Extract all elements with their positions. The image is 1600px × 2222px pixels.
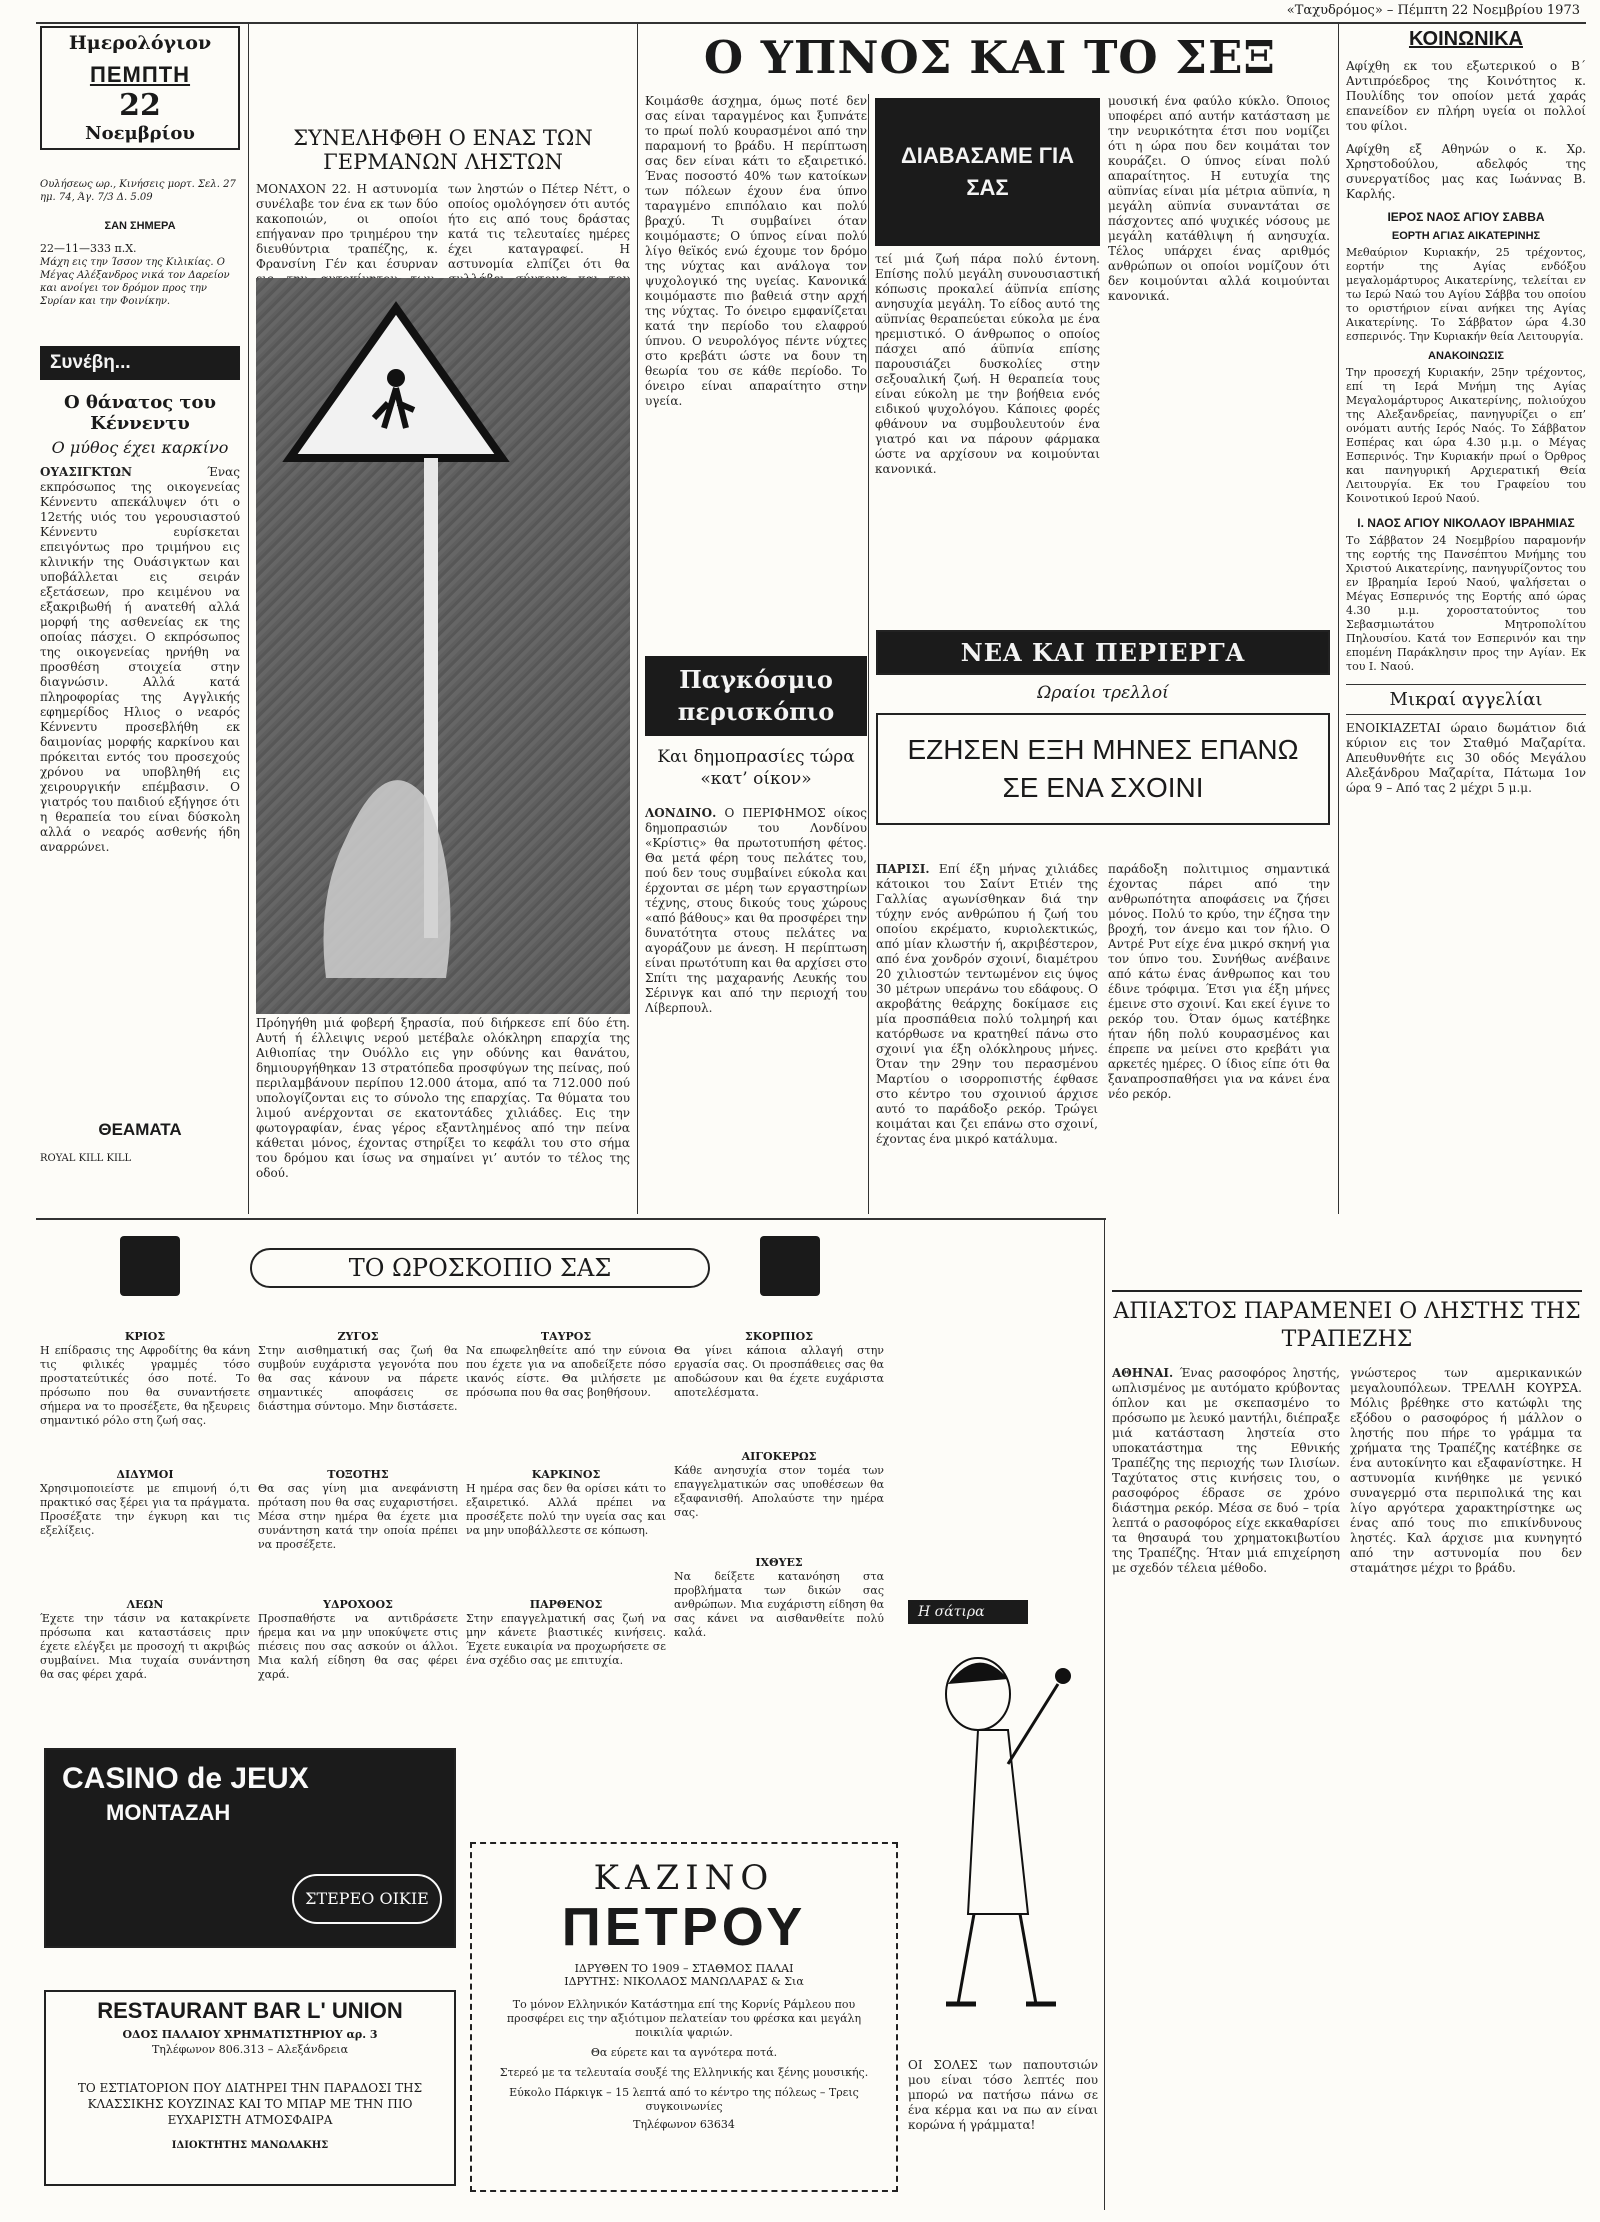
news-box [876,630,1330,825]
church1-subtitle: ΕΟΡΤΗ ΑΓΙΑΣ ΑΙΚΑΤΕΡΙΝΗΣ [1391,230,1541,242]
world-periscope [645,656,867,1096]
social-body-2: Αφίχθη εξ Αθηνών ο κ. Χρ. Χρηστοδούλου, αδελφός της συνεργατίδος μας κας Ιωάννας Β. Καρλής. [1346,142,1586,201]
casino-title: CASINO de JEUX [62,1762,309,1795]
restaurant-phone: Τηλέφωνον 806.313 – Αλεξάνδρεια [151,2043,349,2056]
calendar-month: Νοεμβρίου [85,123,195,144]
sign-virgo: ΠΑΡΘΕΝΟΣ Στην επαγγελματική σας ζωή να μην κάνετε βιαστικές κινήσεις. Έχετε ευκαιρία να προχωρήσετε σε ένα σχέδιο σας με επιτυχία. [466,1598,666,1667]
road-sign-illustration [256,278,630,1014]
social-body-1: Αφίχθη εκ του εξωτερικού ο Β΄ Αντιπρόεδρος της Κοινότητος κ. Πουλίδης τον οποίον μετά χαράς επανείδον εν πλήρη υγεία οι πολλοί του φίλοι. [1346,59,1586,133]
sign-cancer: ΚΑΡΚΙΝΟΣ Η ημέρα σας δεν θα ορίσει κάτι το εξαιρετικό. Αλλά πρέπει να προσέξετε πολύ την υγεία σας και να μην υποβάλλεστε σε κόπωση. [466,1468,666,1537]
newspaper-dateline: «Ταχυδρόμος» – Πέμπτη 22 Νοεμβρίου 1973 [1286,3,1580,18]
sign-taurus: ΤΑΥΡΟΣ Να επωφεληθείτε από την εύνοια που έχετε για να αποδείξετε πόσο ικανός είστε. Θα μιλήσετε με πρόσωπα που θα σας βοηθήσουν. [466,1330,666,1399]
news-banner: ΝΕΑ ΚΑΙ ΠΕΡΙΕΡΓΑ [876,630,1330,675]
robber-col-2: γνώστερος των αμερικανικών μεγαλουπόλεων. ΤΡΕΛΛΗ ΚΟΥΡΣΑ. Μόλις βρέθηκε στο κατώφλι της εξόδου ο ρασοφόρος ή μάλλον ο ληστής που πήρε το γράμμα τα χρήματα της Τραπέζης κατέβηκε σε ένα αυτοκίνητο και εξαφανίστηκε. Η αστυνομία κινήθηκε με γενικό συναγερμό στα περιπολικά της και λίγο αργότερα χαρακτηρίστηκε ως ένας από τους πιο επικίνδυνους ληστές. Καλ άρχισε μια κυνηγητό από την αστυνομία που δεν σταμάτησε μέχρι το βράδυ. [1350,1366,1582,1575]
arrest-body: ΜΟΝΑΧΟΝ 22. Η αστυνομία συνέλαβε τον ένα εκ των δύο κακοποιών, οι οποίοι επήγαναν προ τριημέρου την διευθύντρια τραπέζης, κ. Φρανσίνη Γέν και έσυρναν των ληστών ο Πέτερ Νέττ, ο οποίος ομολόγησεν ότι αυτός ήτο εις από τους δράστας κατά τις τελευταίες ημέρες έχει καταγραφεί. Η αστυνομία ελπίζει ότι θα [256,182,630,271]
church1-title: ΙΕΡΟΣ ΝΑΟΣ ΑΓΙΟΥ ΣΑΒΒΑ [1387,210,1545,224]
world-place: ΛΟΝΔΙΝΟ. [645,806,717,820]
church1-body: Μεθαύριον Κυριακήν, 25 τρέχοντος, εορτήν της Αγίας ενδόξου μεγαλομάρτυρος Αικατερίνης, τελείται εν τω Ιερώ Ναώ του Αγίου Σάββα του οποίου το οριστήριον είναι ανήκει της Αγίας Αικατερίνης. Το Σάββατον ώρα 4.30 εσπερινός. Την Κυριακήν θεία Λειτουργία. [1346,246,1586,343]
church2-body: Το Σάββατον 24 Νοεμβρίου παραμονήν της εορτής της Πανσέπτου Μνήμης του Χριστού Αικατερίνης, πανηγυρίζοντος του εν Ιβραημία Ιερού Ναού, ψαλήσεται ο Μέγας Εσπερινός της Εορτής από ώρας 4.30 μ.μ. χοροστατούντος του Σεβασμιωτάτου Μητροπολίτου Πηλουσίου. Κατά τον Εσπερινόν και την επομένη Παράκλησιν προς την Αγίαν. Εκ του Ι. Ναού. [1346,534,1586,673]
famine-photo [256,278,630,1014]
kazino-phone: Τηλέφωνον 63634 [633,2118,735,2131]
photo-caption: Πρόηγήθη μιά φοβερή ξηρασία, πού διήρκεσε επί δύο έτη. Αυτή ή έλλειψις νερού μετέβαλε ολόκληρη επαρχία της Αιθιοπίας την Ουόλλο εις γην οδύνης και θανάτου, δημιουργήθηκαν 13 στρατόπεδα προσφύγων της πείνας, πού περιλαμβάνουν περίπου 12.000 άτομα, από τα 712.000 πού υπολογίζονται εις το σύνολο της επαρχίας. Τα θύματα του λιμού ανέρχονται σε εκατοντάδες χιλιάδες. Εις την φωτογραφίαν, ένας γέρος εξαντλημένος από την πείνα κάθεται μόνος, έχοντας στηρίξει το κεφάλι του στο σήμα του δρόμου και ίσως να σημαίνει γι’ αυτόν το τέλος της οδού. [256,1016,630,1180]
sign-leo: ΛΕΩΝ Έχετε την τάσιν να κατακρίνετε πρόσωπα και καταστάσεις πριν έχετε ελέγξει με προσοχή τι ακριβώς συμβαίνει. Μια τυχαία συνάντηση θα σας φέρει χαρά. [40,1598,250,1681]
cartoon-label: Η σάτιρα [908,1600,1028,1624]
casino-sub: MONTAZAH [106,1800,231,1825]
sleep-col-3: μουσική ένα φαύλο κύκλο. Όποιος υποφέρει από αυτήν κατάσταση με την νευρικότητα έτσι που νομίζει ότι η ώρα που δεν κοιμάται τον κουράζει. Ο ύπνος είναι πολύ απαραίτητος. Η ευτυχία της αϋπνίας είναι μία μέτρια αϋπνία, η μεγάλη αϋπνία συναντάται σε πάσχοντες από ψυχικές νόσους με μεγάλη κατάθλιψη ή ανησυχία. Τέλος υπάρχει ένας αριθμός ανθρώπων οι οποίοι νομίζουν ότι δεν κοιμούνται αλλά κοιμούνται κανονικά. [1108,94,1330,303]
news-tag: Ωραίοι τρελλοί [1037,683,1169,703]
announce-title: ΑΝΑΚΟΙΝΩΣΙΣ [1428,350,1504,362]
robber-place: ΑΘΗΝΑΙ. [1112,1366,1174,1380]
sleep-headline: Ο ΥΠΝΟΣ ΚΑΙ ΤΟ ΣΕΞ [703,31,1277,84]
church2-title: Ι. ΝΑΟΣ ΑΓΙΟΥ ΝΙΚΟΛΑΟΥ ΙΒΡΑΗΜΙΑΣ [1357,516,1575,530]
sign-sagittarius: ΤΟΞΟΤΗΣ Θα σας γίνη μια ανεφάνιστη πρόταση που θα σας ευχαριστήσει. Μέσα στην ημέρα θα έχετε μια συνάντηση κατά την οποία πρέπει να προσέξετε. [258,1468,458,1551]
calendar-box [40,26,240,150]
arrest-headline: ΣΥΝΕΛΗΦΘΗ Ο ΕΝΑΣ ΤΩΝ ΓΕΡΜΑΝΩΝ ΛΗΣΤΩΝ [293,126,593,174]
kazino-name: ΠΕΤΡΟΥ [561,1897,807,1957]
sign-capricorn: ΑΙΓΟΚΕΡΩΣ Κάθε ανησυχία στον τομέα των επαγγελματικών σας υποθέσεων θα εξαφανισθή. Απολαύστε την ημέρα σας. [674,1450,884,1519]
small-ads-body: ΕΝΟΙΚΙΑΖΕΤΑΙ ώραιο δωμάτιον διά κύριον εις τον Σταθμό Μαζαρίτα. Απευθυνθήτε εις 30 οδός Μεγάλου Αλεξάνδρου Μαζαρίτα, Πάτωμα 1ον ώρα 9 – Από τας 2 μέχρι 5 μ.μ. [1346,721,1586,795]
news-place: ΠΑΡΙΣΙ. [876,862,930,876]
sleep-col-2: τεί μιά ζωή πάρα πολύ έντονη. Επίσης πολύ μεγάλη συνουσιαστική κόπωσις προκαλεί άϋπνία επίσης ανησυχία μεγάλη. Το είδος αυτό της αϋπνίας θεραπεύεται εύκολα με ένα ηρεμιστικό. Ο άνθρωπος ο οποίος πάσχει από άϋπνία επίσης παρουσιάζει δυσκολίες στην σεξουαλική ζωή. Η θεραπεία τους είναι εύκολη με την βοήθεια ενός ειδικού ψυχολόγου. Κάποιες φορές φθάνουν να συμβουλευτούν ένα γιατρό και να πάρουν φάρμακα ώστε να αρχίσουν να κοιμούνται κανονικά. [875,252,1100,476]
sign-gemini: ΔΙΔΥΜΟΙ Χρησιμοποιείστε με επιμονή ό,τι πρακτικό σας ξέρει για τα πράγματα. Προσέξατε την έγκυρη και τις εξελίξεις. [40,1468,250,1537]
today-title: ΣΑΝ ΣΗΜΕΡΑ [104,220,176,232]
news-body-1: Επί έξη μήνας χιλιάδες κάτοικοι του Σαίντ Ετιέν της Γαλλίας αγωνίσθηκαν διά την τύχην ενός ανθρώπου ή ζωή του οποίου εκρέματο, κυριολεκτικώς, από μίαν κλωστήν ή, ακριβέστερον, από ένα χονδρόν σχοινί, διαμέτρου 20 χιλιοστών τεντωμένον εις ύψος 30 μέτρων υπεράνω του εδάφους. Ο ακροβάτης θεάρχης δοκίμασε εις μία προσπάθεια πολύ τολμηρή και κατόρθωσε να κρατηθεί πάνω στο σχοινί για έξη ολόκληρους μήνες. Όταν την 29ην του περασμένου Μαρτίου ο ισορροπιστής έφθασε στο κέντρο του σχοινιού άρχισε αυτό το παράδοξο ρεκόρ. Τρώγει κοιμάται και ζει επάνω στο σχοινί, έχοντας ένα μικρό κατάλυμα. [876,862,1098,1146]
kazino-founded: ΙΔΡΥΘΕΝ ΤΟ 1909 – ΣΤΑΘΜΟΣ ΠΑΛΑΙ [574,1962,794,1975]
cartoon-illustration [908,1624,1098,2044]
calendar-details: Ουλήσεως ωρ., Κινήσεις μορτ. Σελ. 27 ημ. 74, Άγ. 7/3 Δ. 5.09 [40,179,236,203]
calendar-title: Ημερολόγιον [68,32,212,54]
kazino-line-3: Στερεό με τα τελευταία σουξέ της Ελληνικής και ξένης μουσικής. [499,2066,869,2079]
kazino-line-1: Το μόνον Ελληνικόν Κατάστημα επί της Κορνίς Ράμλεου που προσφέρει εις την αξιότιμον πελατείαν του φρέσκα και μεγάλη ποικιλία ψαριών. [506,1998,862,2039]
sign-libra: ΖΥΓΟΣ Στην αισθηματική σας ζωή θα συμβούν ευχάριστα γεγονότα που θα σας κάνουν να πάρετε σημαντικές αποφάσεις σε διάστημα σύντομο. Μην διστάσετε. [258,1330,458,1413]
casino-ad [44,1748,456,1948]
left-column [40,26,240,1226]
restaurant-footer: ΙΔΙΟΚΤΗΤΗΣ ΜΑΝΩΛΑΚΗΣ [171,2140,329,2151]
read-for-you-label: ΔΙΑΒΑΣΑΜΕ ΓΙΑ ΣΑΣ [875,98,1100,246]
horoscope-title: ΤΟ ΩΡΟΣΚΟΠΙΟ ΣΑΣ [250,1248,710,1288]
social-column [1346,28,1586,1214]
kennedy-body: Ένας εκπρόσωπος της οικογενείας Κέννεντυ απεκάλυψεν ότι ο 12ετής υιός του γερουσιαστού Κέννεντυ ευρίσκεται επειγόντως προ τριμήνου εις κλινικήν της Ουάσιγκτων και υποβάλλεται εις σειράν εξετάσεων, προ κειμένου να εξακριβωθή ή ανατεθή αλλά μορφή της ασθενείας εκ της οποίας πάσχει. Ο εκπρόσωπος της οικογενείας ηρνήθη να προσθέση στοιχεία στην διαγνώσιν. Αλλά κατά πληροφορίας της Αγγλικής εφημερίδος Ηλιος ο νεαρός Κέννεντυ προσεβλήθη εκ δαιμονίας μορφής καρκίνου και πρόκειται εντός του προσεχούς χρόνου να υποβληθή εις χειρουργικήν επέμβασιν. Ο γιατρός του παιδιού εξήγησε ότι η θεραπεία του είναι δύσκολη αλλά ο νεαρός ασθενής ήδη αναρρώνει. [40,465,240,854]
world-body: Ο ΠΕΡΙΦΗΜΟΣ οίκος δημοπρασιών του Λονδίνου «Κρίστις» θα πρωτοτυπήση φέτος. Θα μετά φέρη τους πελάτες του, πού δεν τους συμβαίνει εύκολα και έρχονται σε μέρη των εργαστηρίων τέχνης, στους δικούς τους χώρους «από βάθους» και θα προσφέρει την δυνατότητα στους πελάτες να αγοράζουν με άνεση. Η περίπτωση είναι πρωτότυπη και θα αρχίσει στο Σπίτι της μαχαρανής Λευκής του Σέρινγκ και από την περιοχή του Λίβερπουλ. [645,806,867,1015]
kazino-line-2: Θα εύρετε και τα αγνότερα ποτά. [590,2046,778,2059]
news-col-2: παράδοξη πολιτιμιος σημαντικά έχοντας πάρει από την ανθρωπότητα αποφάσεις να ζήσει μόνος. Πολύ το κρύο, την έζησα την βροχή, τον άνεμο και τον ήλιο. Ο Αντρέ Ρυτ είχε ένα μικρό σκηνή για τον ύπνο του. Συνήθως ανέβαινε από κάτω ένας άνθρωπος και του έδινε τρόφιμα. Έτσι για έξη μήνες έμεινε στο σχοινί. Και εκεί έγινε το ρεκόρ του. Όταν όμως κατέβηκε ήταν ήδη πολύ κουρασμένος και έπρεπε να μείνει στο κρεβάτι για αρκετές ημέρες. Ο ίδιος είπε ότι θα ξαναπροσπαθήσει για να κάνει ένα νέο ρεκόρ. [1108,862,1330,1101]
sign-pisces: ΙΧΘΥΕΣ Να δείξετε κατανόηση στα προβλήματα των δικών σας ανθρώπων. Μια ευχάριστη είδηση θα σας κάνει να αισθανθείτε πολύ καλά. [674,1556,884,1639]
calendar-day: 22 [119,88,161,123]
sleep-headline-box [645,28,1335,92]
small-ads-title: Μικραί αγγελίαι [1346,684,1586,715]
news-col-1 [876,862,1098,1214]
sign-aquarius: ΥΔΡΟΧΟΟΣ Προσπαθήστε να αντιδράσετε ήρεμα και να μην υποκύψετε στις πιέσεις που σας ασκούν οι άλλοι. Μια καλή είδηση θα σας φέρει χαρά. [258,1598,458,1681]
restaurant-ad [44,1990,456,2186]
theatre-line: ROYAL KILL KILL [40,1153,132,1164]
sleep-col-1: Κοιμάσθε άσχημα, όμως ποτέ δεν σας είναι ταραγμένος και ξυπνάτε το πρωί πολύ κουρασμένοι από την παραμονή το βράδυ. Η περίπτωση σας δεν είναι κάτι το εξαιρετικό. Ένας ποσοστό 40% των κατοίκων των πόλεων έχουν ένα ύπνο ταραγμένο επιπόλαιο και πολύ βραχύ. Τι συμβαίνει όταν κοιμόμαστε; Ο ύπνος είναι πολύ λίγο θεϊκός ενώ έχουμε τον δρόμο της νύχτας και ανάλογα τον ψυχολογικό της υγείας. Κανονικά κοιμόμαστε πιο βαθειά στην αρχή της νύχτας. Το όνειρο εμφανίζεται κατά την περίοδο του ελαφρού ύπνου. Ο νευρολόγος πέντε νύχτες στο κρεβάτι ώστε να δουν τη θεωρία του σε κάθε περίοδο. Το όνειρο είναι απαραίτητο στην υγεία. [645,94,867,408]
robber-col-1 [1112,1366,1340,2206]
aquarius-icon [120,1236,180,1296]
robber-body-1: Ένας ρασοφόρος ληστής, ωπλισμένος με αυτόματο κρύβοντας όπλον και με σκεπασμένο το πρόσωπο με λευκό μαντήλι, διέπραξε μιά κατάσταση ληστεία στο υποκατάστημα της Εθνικής Τραπέζης της περιοχής των Ιλισίων. Ταχύτατος στις κινήσεις του, ο ρασοφόρος έδρασε σε χρόνο διάστημα ρεκόρ. Μέσα σε δυό – τρία λεπτά ο ρασοφόρος είχε εκκαθαρίσει τα θησαυρά του χρηματοκιβωτίου της Τραπέζης. Ήταν μιά επιχείρηση με σχεδόν τέλεια μέθοδο. [1112,1366,1340,1575]
sign-aries: ΚΡΙΟΣ Η επίδρασις της Αφροδίτης θα κάνη τις φιλικές γραμμές τόσο προστατεύτικές όσο ποτέ. Το πρόσωπο που θα συναντήσετε σήμερα να το προσέξετε, θα ηξευρεις σημαντικό ρόλο στη ζωή σας. [40,1330,250,1427]
calendar-weekday: ΠΕΜΠΤΗ [89,62,191,87]
social-title: ΚΟΙΝΩΝΙΚΑ [1408,28,1523,50]
restaurant-desc: ΤΟ ΕΣΤΙΑΤΟΡΙΟΝ ΠΟΥ ΔΙΑΤΗΡΕΙ ΤΗΝ ΠΑΡΑΔΟΣΙ ΤΗΣ ΚΛΑΣΣΙΚΗΣ ΚΟΥΖΙΝΑΣ ΚΑΙ ΤΟ ΜΠΑΡ ΜΕ ΤΗΝ ΠΙΟ ΕΥΧΑΡΙΣΤΗ ΑΤΜΟΣΦΑΙΡΑ [77,2081,423,2127]
horoscope-header [40,1228,1106,1338]
sign-scorpio: ΣΚΟΡΠΙΟΣ Θα γίνει κάποια αλλαγή στην εργασία σας. Οι προσπάθειες σας θα αποδώσουν και θα έχετε ευχάριστα αποτελέσματα. [674,1330,884,1399]
sagittarius-icon [760,1236,820,1296]
casino-badge: ΣΤΕΡΕΟ ΟΙΚΙΕ [292,1874,442,1924]
restaurant-address: ΟΔΟΣ ΠΑΛΑΙΟΥ ΧΡΗΜΑΤΙΣΤΗΡΙΟΥ αρ. 3 [122,2028,378,2041]
theatre-box [40,1120,240,1166]
kazino-title: ΚΑΖΙΝΟ [593,1858,775,1898]
world-title: Παγκόσμιο περισκόπιο [645,656,867,736]
kazino-ad [470,1842,898,2192]
kazino-founder: ΙΔΡΥΤΗΣ: ΝΙΚΟΛΑΟΣ ΜΑΝΩΛΑΡΑΣ & Σια [564,1975,804,1988]
announce-body: Την προσεχή Κυριακήν, 25ην τρέχοντος, επί τη Ιερά Μνήμη της Αγίας Μεγαλομάρτυρος Αικατερίνης, πολιούχου της Αλεξανδρείας, πανηγυρίζει ο επ’ ονόματι αυτής Ιερός Ναός. Το Σάββατον Εσπέρας και ώρα 4.30 μ.μ. ο Μέγας Εσπερινός. Την Κυριακήν πρωί ο Όρθρος και πανηγυρική Αρχιερατική Θεία Λειτουργία. Εκ του Γραφείου του Κοινοτικού Ιερού Ναού. [1346,366,1586,505]
theatre-title: ΘΕΑΜΑΤΑ [98,1120,182,1139]
robber-headline: ΑΠΙΑΣΤΟΣ ΠΑΡΑΜΕΝΕΙ Ο ΛΗΣΤΗΣ ΤΗΣ ΤΡΑΠΕΖΗΣ [1112,1290,1582,1354]
happened-banner: Συνέβη... [40,346,240,380]
cartoon-box [908,1600,1098,2200]
restaurant-title: RESTAURANT BAR L' UNION [97,1998,403,2023]
robber-article [1112,1290,1582,1354]
washington-label: ΟΥΑΣΙΓΚΤΩΝ [40,465,132,479]
cartoon-caption: ΟΙ ΣΟΛΕΣ των παπουτσιών μου είναι τόσο λεπτές που μπορώ να πατήσω πάνω σε ένα κέρμα και να πω αν είναι κορώνα ή γράμματα! [908,2058,1098,2132]
news-headline: ΕΖΗΣΕΝ ΕΞΗ ΜΗΝΕΣ ΕΠΑΝΩ ΣΕ ΕΝΑ ΣΧΟΙΝΙ [876,713,1330,825]
today-text: Μάχη εις την Ίσσον της Κιλικίας. Ο Μέγας Αλέξανδρος νικά τον Δαρείον και ανοίγει τον δρόμον προς την Συρίαν και την Φοινίκην. [40,257,230,307]
world-subtitle: Και δημοπρασίες τώρα «κατ’ οίκον» [657,747,855,789]
kennedy-heading: Ο θάνατος του Κέννεντυ [63,392,217,434]
kazino-line-4: Εύκολο Πάρκιγκ – 15 λεπτά από το κέντρο της πόλεως – Τρεις συγκοινωνίες [509,2086,859,2113]
kennedy-subheading: Ο μύθος έχει καρκίνο [51,438,229,457]
today-line: 22—11—333 π.Χ. [40,242,137,255]
